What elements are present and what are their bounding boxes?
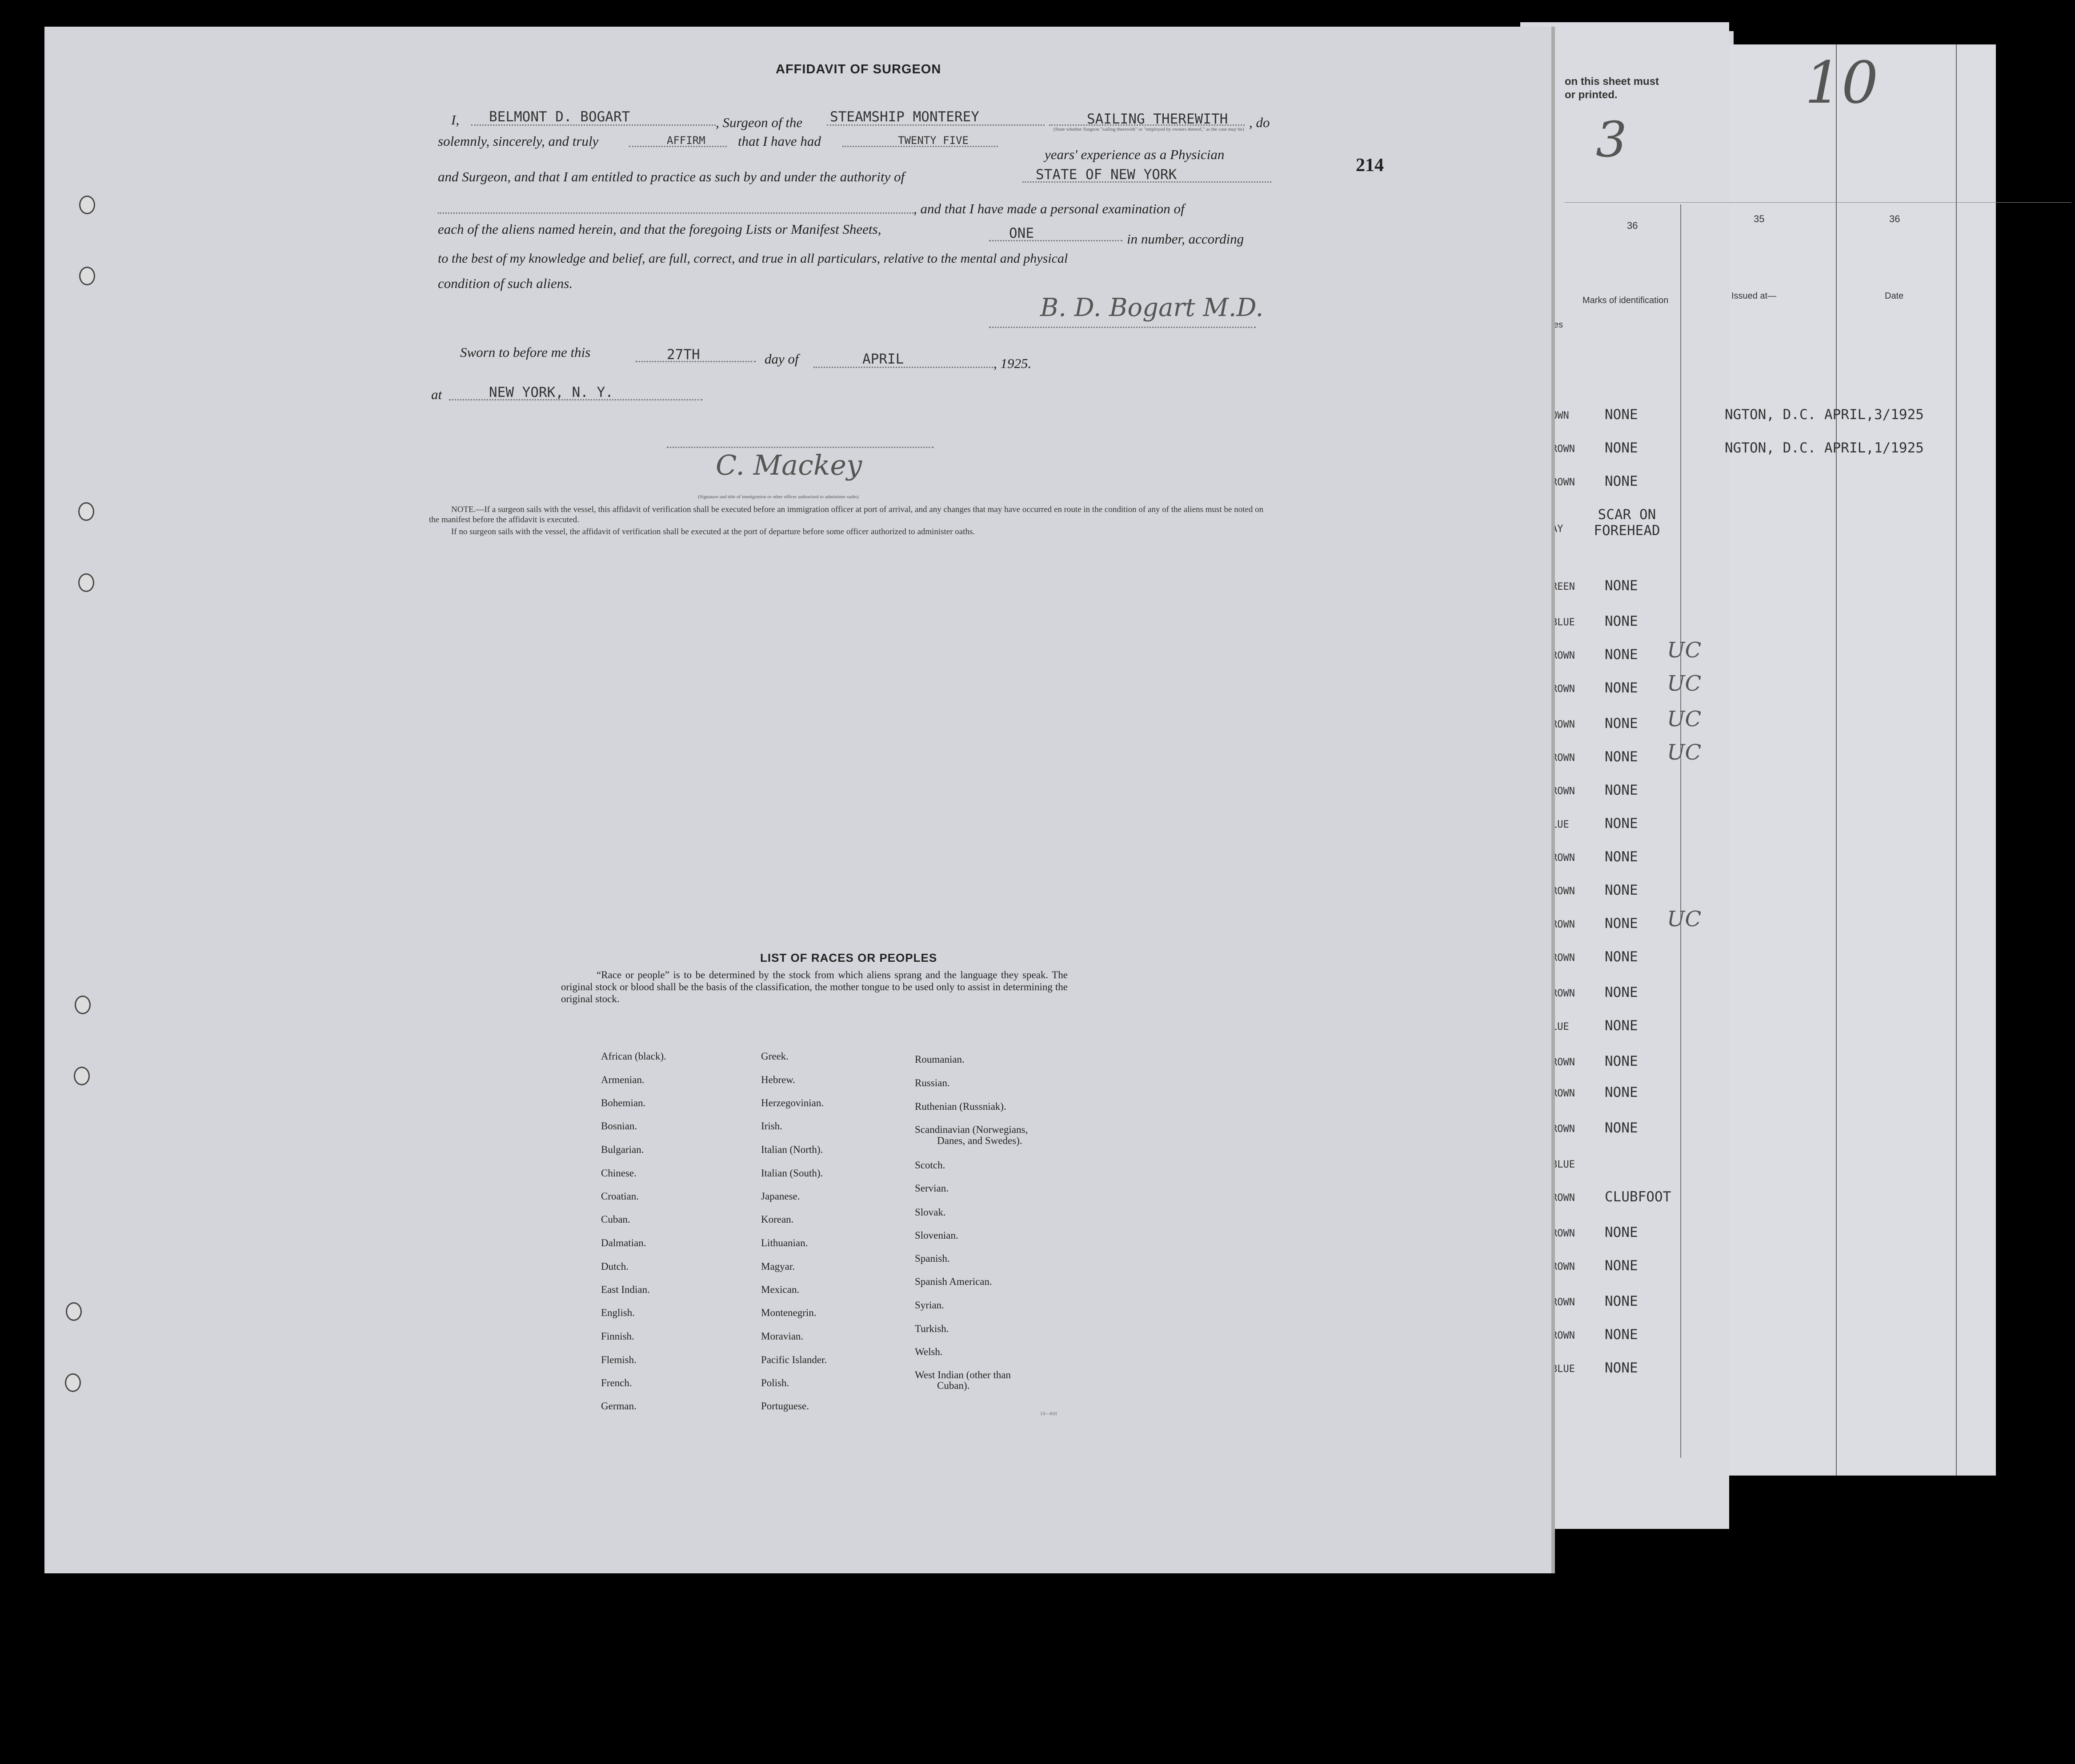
race-item: West Indian (other than [915,1369,1011,1380]
surgeon-signature: B. D. Bogart M.D. [1040,293,1264,322]
identification-mark-cell: NONE [1605,647,1638,663]
ship-name: STEAMSHIP MONTEREY [830,109,979,125]
identification-mark-cell: NONE [1605,407,1638,423]
eye-color-cell: ROWN [1551,684,1575,695]
identification-mark-cell: NONE [1605,1084,1638,1100]
uc-mark: UC [1667,907,1702,932]
uc-mark: UC [1667,740,1702,765]
race-item: Spanish. [915,1253,950,1264]
line2-a: solemnly, sincerely, and truly [438,133,599,149]
sailing-status: SAILING THEREWITH [1087,111,1228,127]
col-number-36b: 36 [1889,213,1900,224]
race-item: Roumanian. [915,1054,965,1065]
uc-mark: UC [1667,707,1702,732]
identification-mark-cell: NONE [1605,716,1638,732]
signature-dots [989,327,1256,328]
note-1: NOTE.—If a surgeon sails with the vessel, this affidavit of verification shall be executed before an immigration officer at port of arrival, and any changes that may have occurred en route in the condition of any of the aliens must be noted on the manifest before the affidavit is executed. [429,505,1264,524]
race-item: Scotch. [915,1160,945,1171]
eye-color-cell: ROWN [1551,919,1575,930]
do-label: , do [1249,115,1270,130]
race-item: Cuban). [937,1380,970,1391]
punch-hole [75,996,91,1014]
line5-b: in number, according [1127,231,1244,247]
race-item: Polish. [761,1377,789,1388]
identification-mark-cell: NONE [1605,1327,1638,1343]
race-item: Servian. [915,1183,949,1194]
eye-color-cell: BLUE [1551,1364,1575,1375]
race-item: African (black). [601,1051,666,1062]
race-item: Dutch. [601,1261,629,1272]
officer-dots [667,447,933,448]
line4: , and that I have made a personal examination of [913,201,1185,216]
race-item: Slovenian. [915,1230,958,1241]
eye-color-cell: ROWN [1551,444,1575,455]
identification-mark-cell: NONE [1605,1053,1638,1069]
col-number-36a: 36 [1627,220,1638,231]
race-item: Lithuanian. [761,1237,808,1248]
identification-mark-cell: NONE [1605,1360,1638,1376]
identification-mark-cell: NONE [1605,1018,1638,1034]
sailing-note: (State whether Surgeon "sailing therewith" or "employed by owners thereof," as the case may be) [1054,127,1244,132]
sheet-mark: 3 [1596,111,1627,168]
manifest-rule [1565,202,2071,203]
race-item: Japanese. [761,1191,800,1202]
sworn-month: APRIL [862,351,904,367]
eye-color-cell: ROWN [1551,786,1575,797]
identification-mark-cell: CLUBFOOT [1605,1189,1671,1205]
sheets-count: ONE [1009,225,1034,241]
identification-mark-cell: NONE [1605,1120,1638,1136]
manifest-header-note-1: on this sheet must [1565,76,1659,88]
eye-color-cell: ROWN [1551,1192,1575,1204]
races-intro: “Race or people” is to be determined by the stock from which aliens sprang and the language they speak. The original stock or blood shall be the basis of the classification, the mother tongue to be used only to assist in determining the original stock. [561,969,1068,1004]
identification-mark-cell: NONE [1605,882,1638,898]
identification-mark-cell: NONE [1605,1258,1638,1274]
line2-c: years' experience as a Physician [1045,147,1225,162]
eye-color-cell: ROWN [1551,1297,1575,1308]
page-number: 214 [1356,155,1384,176]
race-item: Montenegrin. [761,1307,817,1318]
punch-hole [78,573,94,592]
form-number: 13—631 [1040,1411,1058,1416]
race-item: Finnish. [601,1331,634,1342]
eye-color-cell: ROWN [1551,886,1575,897]
race-item: East Indian. [601,1284,650,1295]
identification-mark-cell: NONE [1605,440,1638,456]
affirm: AFFIRM [667,134,705,147]
manifest-sheet-far [1711,44,1996,1476]
identification-mark-cell: NONE [1605,984,1638,1000]
line7: condition of such aliens. [438,276,573,291]
uc-mark: UC [1667,638,1702,663]
identification-mark-cell: NONE [1605,949,1638,965]
race-item: French. [601,1377,632,1388]
identification-mark-cell: NONE [1605,1293,1638,1309]
race-item: Italian (North). [761,1144,823,1155]
race-item: Italian (South). [761,1168,823,1179]
corner-mark: 10 [1805,49,1879,116]
line2-b: that I have had [738,133,821,149]
eye-color-cell: LUE [1551,1021,1569,1032]
at-label: at [431,387,442,402]
date-header: Date [1885,291,1904,301]
surgeon-of-label: , Surgeon of the [716,115,803,130]
eye-color-cell: ROWN [1551,1330,1575,1341]
race-item: Pacific Islander. [761,1354,827,1365]
identification-mark-cell: NONE [1605,680,1638,696]
race-item: Cuban. [601,1214,630,1225]
note-2: If no surgeon sails with the vessel, the affidavit of verification shall be executed at the port of departure before some officer authorized to administer oaths. [451,527,975,536]
race-item: Magyar. [761,1261,795,1272]
marks-header: Marks of identification [1582,296,1669,305]
race-item: Bulgarian. [601,1144,644,1155]
identification-mark-cell: SCAR ON FOREHEAD [1594,507,1660,539]
eye-color-cell: ROWN [1551,477,1575,488]
authority-cont-dots [438,212,913,214]
race-item: Mexican. [761,1284,800,1295]
race-item: Portuguese. [761,1400,809,1412]
day-of-label: day of [765,351,799,367]
col-stub-es: es [1554,320,1563,330]
race-item: German. [601,1400,637,1412]
eye-color-cell: BLUE [1551,1159,1575,1170]
race-item: Croatian. [601,1191,639,1202]
race-item: Turkish. [915,1323,949,1334]
race-item: Armenian. [601,1074,645,1085]
identification-mark-cell: NONE [1605,473,1638,489]
eye-color-cell: ROWN [1551,1124,1575,1135]
race-item: Chinese. [601,1168,637,1179]
race-item: Flemish. [601,1354,637,1365]
column-divider [1680,204,1681,1458]
race-item: Danes, and Swedes). [937,1135,1022,1146]
race-item: Syrian. [915,1300,944,1311]
affidavit-title: AFFIDAVIT OF SURGEON [776,62,941,76]
sworn-year: , 1925. [993,356,1032,371]
eye-color-cell: LUE [1551,819,1569,830]
eye-color-cell: OWN [1551,410,1569,421]
sworn-day: 27TH [667,347,700,363]
col-number-35: 35 [1754,213,1765,224]
race-item: Bohemian. [601,1097,646,1108]
identification-mark-cell: NONE [1605,613,1638,629]
line6: to the best of my knowledge and belief, are full, correct, and true in all particulars, relative to the mental and physical [438,251,1068,266]
punch-hole [78,502,94,521]
identification-mark-cell: NONE [1605,749,1638,765]
identification-mark-cell: NONE [1605,782,1638,798]
issued-cell: NGTON, D.C. APRIL,3/1925 [1725,407,1924,423]
race-item: Welsh. [915,1346,943,1357]
identification-mark-cell: NONE [1605,816,1638,832]
authority: STATE OF NEW YORK [1036,167,1177,183]
officer-signature: C. Mackey [716,449,862,481]
eye-color-cell: ROWN [1551,1228,1575,1239]
sworn-place: NEW YORK, N. Y. [489,384,613,400]
race-item: Hebrew. [761,1074,796,1085]
punch-hole [74,1067,90,1085]
race-item: Russian. [915,1077,950,1088]
race-item: Irish. [761,1120,782,1132]
eye-color-cell: BLUE [1551,617,1575,628]
years: TWENTY FIVE [898,134,969,147]
race-item: Herzegovinian. [761,1097,824,1108]
race-item: English. [601,1307,635,1318]
line3-a: and Surgeon, and that I am entitled to practice as such by and under the authority of [438,169,905,184]
issued-cell: NGTON, D.C. APRIL,1/1925 [1725,440,1924,456]
race-item: Korean. [761,1214,794,1225]
identification-mark-cell: NONE [1605,1224,1638,1240]
manifest-header-note-2: or printed. [1565,89,1618,101]
officer-caption: (Signature and title of immigration or other officer authorized to administer oaths) [698,494,859,500]
i-label: I, [451,112,460,128]
issued-header: Issued at— [1731,291,1777,301]
race-item: Moravian. [761,1331,804,1342]
eye-color-cell: AY [1551,524,1563,535]
month-dots [813,367,996,368]
surgeon-name: BELMONT D. BOGART [489,109,630,125]
eye-color-cell: ROWN [1551,952,1575,964]
line5-a: each of the aliens named herein, and that the foregoing Lists or Manifest Sheets, [438,221,881,237]
punch-hole [66,1302,82,1321]
eye-color-cell: ROWN [1551,719,1575,730]
race-item: Slovak. [915,1207,946,1218]
eye-color-cell: ROWN [1551,1261,1575,1272]
races-title: LIST OF RACES OR PEOPLES [760,951,937,964]
race-item: Dalmatian. [601,1237,646,1248]
punch-hole [79,196,95,214]
race-item: Spanish American. [915,1276,992,1287]
race-item: Greek. [761,1051,789,1062]
race-item: Ruthenian (Russniak). [915,1101,1006,1112]
punch-hole [65,1373,81,1392]
eye-color-cell: ROWN [1551,988,1575,999]
race-item: Scandinavian (Norwegians, [915,1124,1028,1135]
eye-color-cell: ROWN [1551,752,1575,764]
race-item: Bosnian. [601,1120,637,1132]
eye-color-cell: ROWN [1551,852,1575,864]
identification-mark-cell: NONE [1605,849,1638,865]
identification-mark-cell: NONE [1605,578,1638,594]
eye-color-cell: ROWN [1551,1088,1575,1099]
sworn-label: Sworn to before me this [460,344,591,360]
eye-color-cell: REEN [1551,581,1575,592]
eye-color-cell: ROWN [1551,650,1575,661]
uc-mark: UC [1667,671,1702,696]
identification-mark-cell: NONE [1605,916,1638,932]
punch-hole [79,267,95,285]
eye-color-cell: ROWN [1551,1057,1575,1068]
